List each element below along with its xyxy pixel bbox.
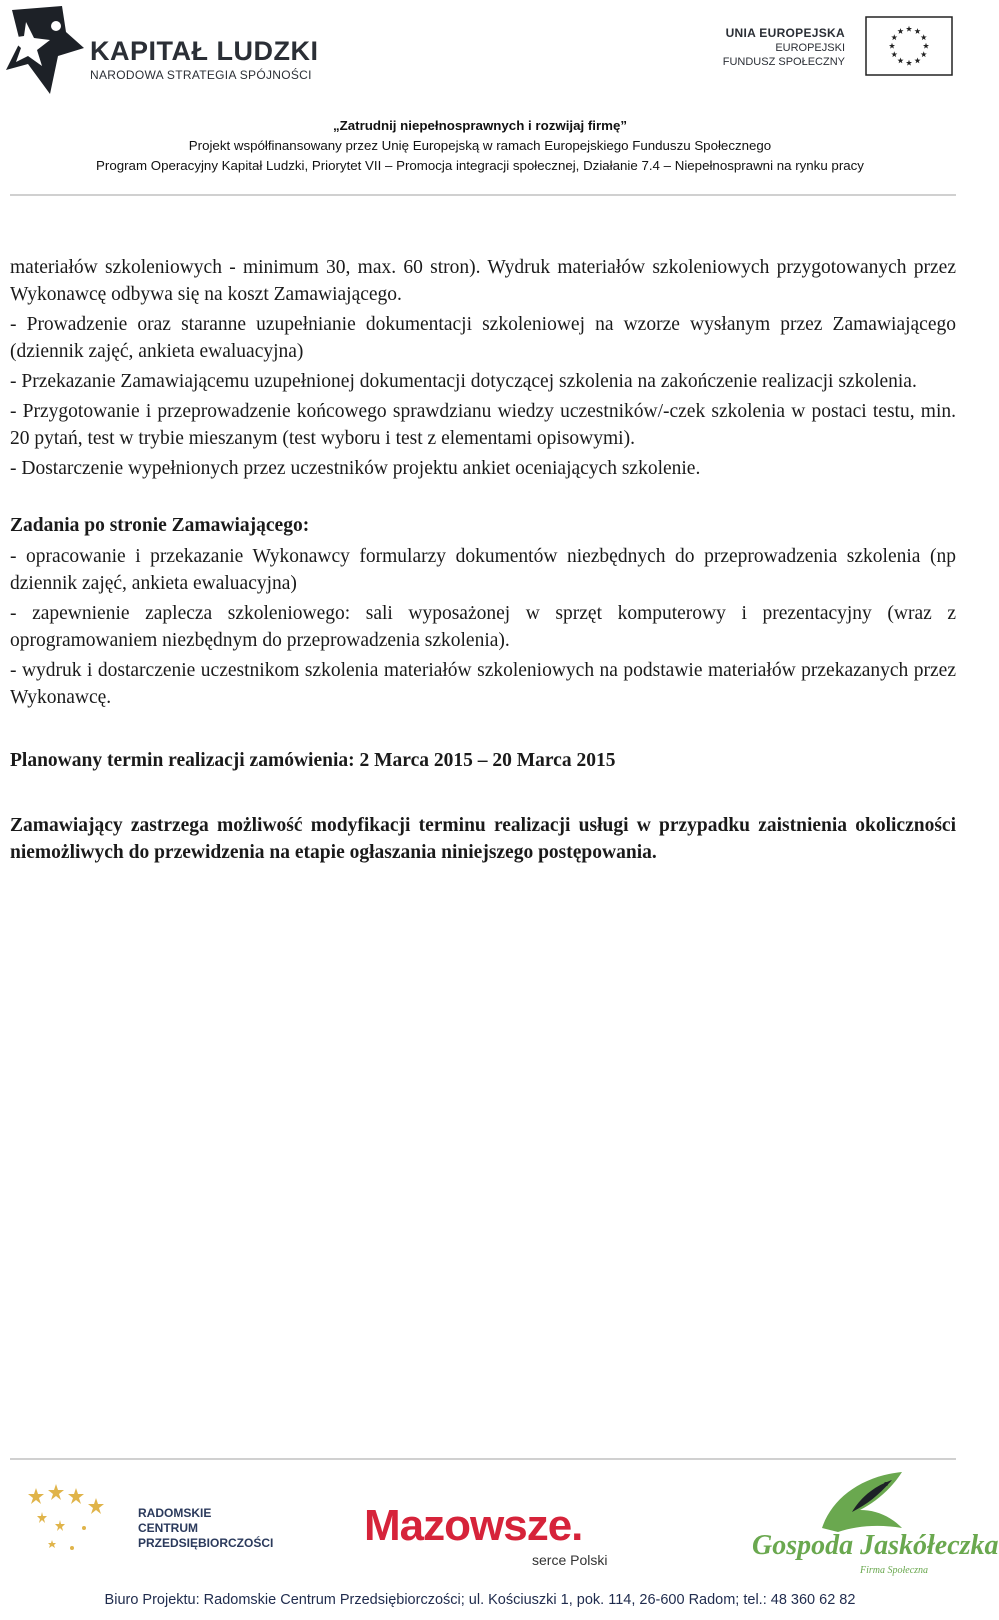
paragraph: - zapewnienie zaplecza szkoleniowego: sali wyposażonej w sprzęt komputerowy i prezentacyjny (wraz z oprogramowaniem niezbędnym do przeprowadzenia szkolenia).: [10, 603, 956, 651]
kapital-ludzki-logo: [4, 4, 324, 98]
mazowsze-tagline: serce Polski: [532, 1552, 608, 1568]
schedule-statement: Planowany termin realizacji zamówienia: 2 Marca 2015 – 20 Marca 2015: [10, 750, 616, 771]
gospoda-logo: [752, 1468, 999, 1580]
gospoda-tagline: Firma Społeczna: [860, 1565, 929, 1576]
stars-icon: [22, 1478, 132, 1568]
eu-line-2: EUROPEJSKI: [775, 42, 845, 54]
kapital-ludzki-subtitle: NARODOWA STRATEGIA SPÓJNOŚCI: [90, 68, 312, 82]
rcp-line-1: RADOMSKIE: [138, 1506, 212, 1520]
project-info: [0, 116, 960, 176]
footer-address: Biuro Projektu: Radomskie Centrum Przedsiębiorczości; ul. Kościuszki 1, pok. 114, 26-600 Radom; tel.: 48 360 62 82: [104, 1592, 856, 1608]
cofinancing-line: Projekt współfinansowany przez Unię Europejską w ramach Europejskiego Funduszu Społecznego: [188, 138, 772, 153]
rcp-logo: [22, 1478, 274, 1568]
document-body: [10, 254, 956, 869]
footer-divider: [10, 1458, 956, 1460]
eu-line-1: UNIA EUROPEJSKA: [725, 26, 845, 40]
rcp-line-3: PRZEDSIĘBIORCZOŚCI: [138, 1536, 274, 1550]
eu-flag-icon: [865, 16, 953, 76]
paragraph: - Dostarczenie wypełnionych przez uczestników projektu ankiet oceniających szkolenie.: [10, 458, 701, 479]
paragraph: - Prowadzenie oraz staranne uzupełnianie dokumentacji szkoleniowej na wzorze wysłanym przez Zamawiającego (dziennik zajęć, ankieta ewaluacyjna): [10, 314, 956, 362]
mazowsze-logo: [364, 1502, 624, 1582]
rcp-line-2: CENTRUM: [138, 1521, 198, 1535]
paragraph: - Przygotowanie i przeprowadzenie końcowego sprawdzianu wiedzy uczestników/-czek szkolenia w postaci testu, min. 20 pytań, test w trybie mieszanym (test wyboru i test z elementami opisowymi).: [10, 401, 956, 449]
kapital-ludzki-star-icon: [4, 4, 88, 96]
section-heading: Zadania po stronie Zamawiającego:: [10, 515, 310, 536]
paragraph: - wydruk i dostarczenie uczestnikom szkolenia materiałów szkoleniowych na podstawie materiałów przekazanych przez Wykonawcę.: [10, 660, 956, 708]
swallow-icon: [752, 1468, 952, 1538]
paragraph: - opracowanie i przekazanie Wykonawcy formularzy dokumentów niezbędnych do przeprowadzenia szkolenia (np dziennik zajęć, ankieta ewaluacyjna): [10, 546, 956, 594]
page-header: [0, 0, 960, 200]
paragraph: - Przekazanie Zamawiającemu uzupełnionej dokumentacji dotyczącej szkolenia na zakończenie realizacji szkolenia.: [10, 371, 917, 392]
programme-line: Program Operacyjny Kapitał Ludzki, Priorytet VII – Promocja integracji społecznej, Działanie 7.4 – Niepełnosprawni na rynku pracy: [96, 158, 864, 173]
mazowsze-wordmark: Mazowsze.: [364, 1501, 583, 1550]
project-title: „Zatrudnij niepełnosprawnych i rozwijaj firmę”: [332, 118, 628, 133]
header-divider: [10, 194, 956, 196]
reservation-statement: Zamawiający zastrzega możliwość modyfikacji terminu realizacji usługi w przypadku zaistnienia okoliczności niemożliwych do przewidzenia na etapie ogłaszania niniejszego postępowania.: [10, 815, 956, 863]
eu-logo: [720, 16, 955, 82]
paragraph: materiałów szkoleniowych - minimum 30, max. 60 stron). Wydruk materiałów szkoleniowych przygotowanych przez Wykonawcę odbywa się na koszt Zamawiającego.: [10, 257, 956, 305]
kapital-ludzki-title: KAPITAŁ LUDZKI: [90, 36, 319, 66]
gospoda-wordmark: Gospoda Jaskółeczka: [752, 1530, 999, 1561]
eu-line-3: FUNDUSZ SPOŁECZNY: [722, 56, 845, 68]
